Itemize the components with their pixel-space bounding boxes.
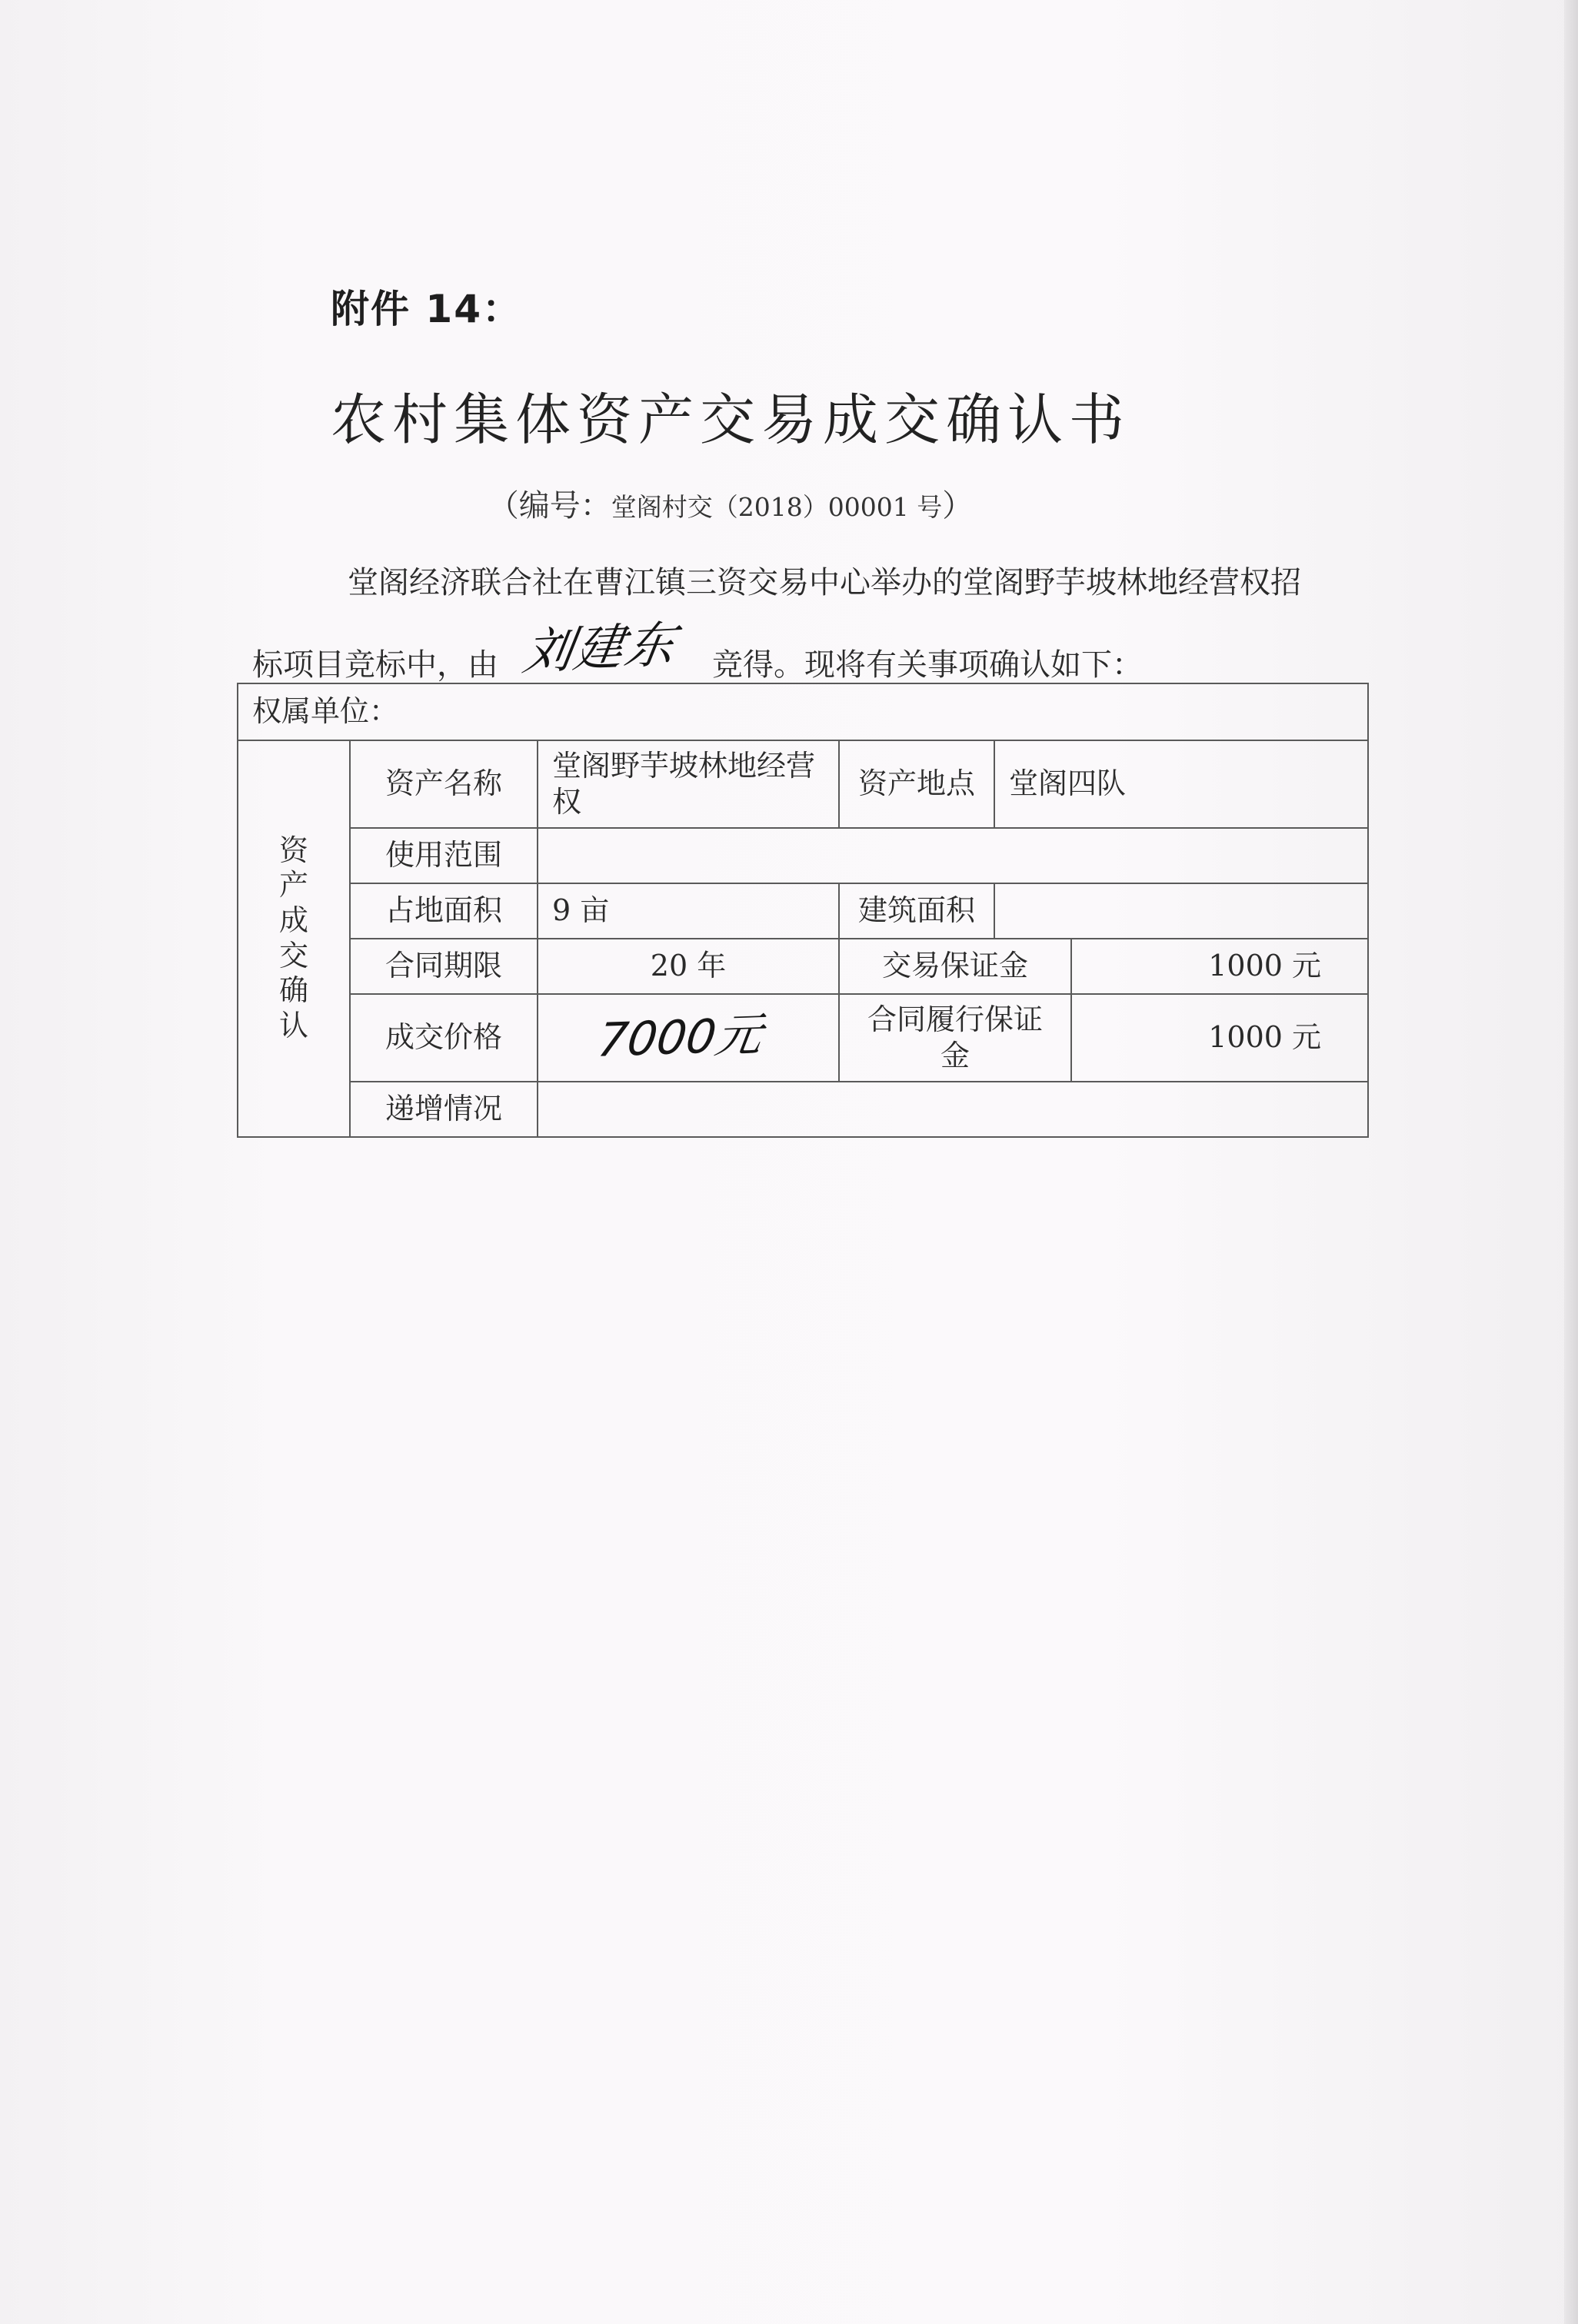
table-row-increment xyxy=(238,1082,1368,1137)
number-value: 堂阁村交（2018）00001 号 xyxy=(611,492,943,522)
document-title: 农村集体资产交易成交确认书 xyxy=(330,387,1130,452)
table-row-owner xyxy=(238,683,1368,740)
contract-term-label: 合同期限 xyxy=(350,939,538,994)
winner-handwritten-name: 刘建东 xyxy=(519,616,681,682)
asset-location-label: 资产地点 xyxy=(839,740,994,828)
body-line-2-prefix: 标项目竞标中，由 xyxy=(252,647,498,683)
land-area-value: 9 亩 xyxy=(538,883,839,939)
usage-scope-label: 使用范围 xyxy=(350,828,538,883)
land-area-label: 占地面积 xyxy=(350,883,538,939)
table-row-area xyxy=(238,883,1368,939)
increment-value xyxy=(538,1082,1368,1137)
owner-cell xyxy=(238,683,1368,740)
number-suffix: ） xyxy=(942,488,974,524)
building-area-value xyxy=(994,883,1368,939)
asset-name-value: 堂阁野芋坡林地经营权 xyxy=(538,740,839,828)
winner-blank xyxy=(501,616,709,684)
contract-term-value: 20 年 xyxy=(538,939,839,994)
attachment-label: 附件 14： xyxy=(331,287,522,331)
building-area-label: 建筑面积 xyxy=(839,883,994,939)
deal-price-cell xyxy=(538,994,839,1082)
page-edge-shadow xyxy=(1564,0,1578,2324)
deal-price-label: 成交价格 xyxy=(350,994,538,1082)
confirmation-table xyxy=(237,683,1369,1138)
document-number xyxy=(231,481,1230,525)
side-label-cell xyxy=(238,740,350,1137)
asset-location-value: 堂阁四队 xyxy=(994,740,1368,828)
performance-deposit-label: 合同履行保证金 xyxy=(839,994,1071,1082)
body-line-1: 堂阁经济联合社在曹江镇三资交易中心举办的堂阁野芋坡林地经营权招 xyxy=(348,565,1301,600)
body-line-2 xyxy=(252,616,1143,684)
trade-deposit-value: 1000 元 xyxy=(1071,939,1368,994)
number-prefix: （编号： xyxy=(488,488,611,524)
table-row-contract-term xyxy=(238,939,1368,994)
asset-name-label: 资产名称 xyxy=(350,740,538,828)
body-line-2-suffix: 竞得。现将有关事项确认如下： xyxy=(712,647,1143,683)
owner-label: 权属单位： xyxy=(252,694,399,729)
deal-price-handwritten: 7000元 xyxy=(594,1007,766,1068)
side-label: 资产成交确认 xyxy=(278,833,308,1042)
performance-deposit-value: 1000 元 xyxy=(1071,994,1368,1082)
table-row-deal-price xyxy=(238,994,1368,1082)
trade-deposit-label: 交易保证金 xyxy=(839,939,1071,994)
table-row-asset-name xyxy=(238,740,1368,828)
usage-scope-value xyxy=(538,828,1368,883)
table-row-usage-scope xyxy=(238,828,1368,883)
increment-label: 递增情况 xyxy=(350,1082,538,1137)
